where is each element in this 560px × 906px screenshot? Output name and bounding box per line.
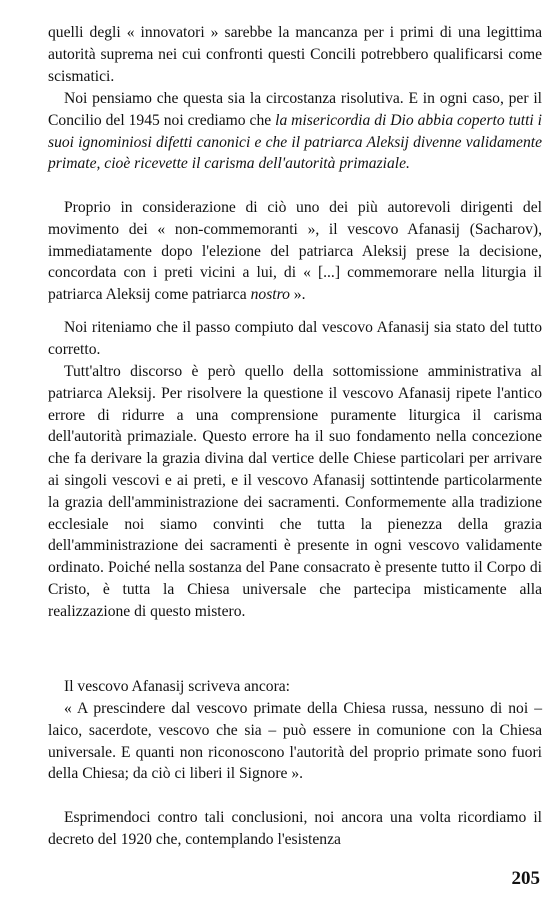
paragraph-3-text: Proprio in considerazione di ciò uno dei più autorevoli dirigenti del movimento dei « non-commemoranti », il vescovo Afanasij (Sacharov), immediatamente dopo l'elezione del patriarca Aleksij prese la decisione, concordata con i preti vicini a lui, di « [...] commemorare nella liturgia il patriarca Aleksij come patriarca [48,199,542,304]
paragraph-5-text: Tutt'altro discorso è però quello della sottomissione amministrativa al patriarca Aleksij. Per risolvere la questione il vescovo Afanasij ripete l'antico errore di ridurre a una comprensione puramente liturgica il carisma dell'autorità primaziale. Questo errore ha il suo fondamento nella concezione che fa derivare la grazia divina dal vertice delle Chiese particolari per arrivare ai singoli vescovi e ai preti, e il vescovo Afanasij sottintende particolarmente la grazia dell'amministrazione dei sacramenti. Conformemente alla tradizione ecclesiale noi siamo convinti che tutta la pienezza della grazia dell'amministrazione dei sacramenti è presente in ogni vescovo validamente ordinato. Poiché nella sostanza del Pane consacrato è presente tutto il Corpo di Cristo, è tutta la Chiesa universale che partecipa misticamente alla realizzazione di questo mistero. [48,363,542,620]
quotation-paragraph [48,698,542,785]
paragraph-2-italic: la misericordia di Dio abbia coperto tutti i suoi ignominiosi difetti canonici e che il patriarca Aleksij divenne validamente primate, cioè ricevette il carisma dell'autorità primaziale. [48,111,542,173]
paragraph-3 [48,197,542,306]
paragraph-6 [48,676,542,698]
paragraph-4 [48,317,542,361]
page-number: 205 [511,868,540,889]
paragraph-8-text: Esprimendoci contro tali conclusioni, noi ancora una volta ricordiamo il decreto del 1920 che, contemplando l'esistenza [48,809,542,848]
paragraph-2 [48,88,542,175]
paragraph-1 [48,22,542,87]
paragraph-2-text: Noi pensiamo che questa sia la circostanza risolutiva. E in ogni caso, per il Concilio del 1945 noi crediamo che [48,90,542,129]
paragraph-8 [48,807,542,851]
paragraph-3-tail: ». [289,286,306,304]
paragraph-1-text: quelli degli « innovatori » sarebbe la mancanza per i primi di una legittima autorità suprema nei cui confronti questi Concili potrebbero qualificarsi come scismatici. [48,24,542,85]
quotation-text: « A prescindere dal vescovo primate della Chiesa russa, nessuno di noi – laico, sacerdote, vescovo che sia – può essere in comunione con la Chiesa universale. E quanti non riconoscono l'autorità del proprio primate sono fuori della Chiesa; da ciò ci liberi il Signore ». [48,700,542,783]
paragraph-4-text: Noi riteniamo che il passo compiuto dal vescovo Afanasij sia stato del tutto corretto. [48,319,542,358]
paragraph-5 [48,361,542,623]
paragraph-3-italic: nostro [250,286,290,304]
paragraph-6-text: Il vescovo Afanasij scriveva ancora: [64,678,291,695]
